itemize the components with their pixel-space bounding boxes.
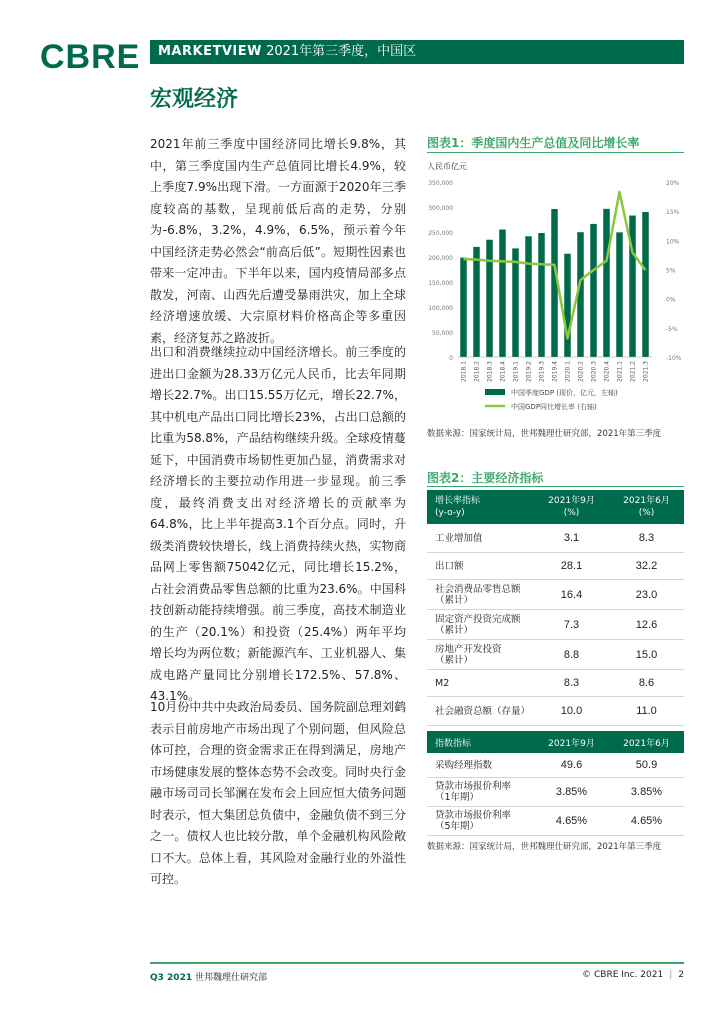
header-jun-2021: 2021年6月 <box>623 738 670 749</box>
figure1-source: 数据来源：国家统计局，世邦魏理仕研究部，2021年第三季度 <box>427 429 662 439</box>
header-indicator: 指数指标 <box>435 738 472 749</box>
row-value-jun: 11.0 <box>636 705 657 717</box>
footer-left <box>150 970 267 983</box>
footer-quarter: Q3 2021 <box>150 973 193 983</box>
row-value-jun: 4.65% <box>630 815 663 827</box>
y-right-tick-label: 0% <box>666 296 676 304</box>
table-row <box>427 524 684 553</box>
row-value-sep: 49.6 <box>560 759 583 771</box>
x-tick-label: 2018.4 <box>499 361 507 382</box>
row-value-jun: 12.6 <box>635 618 658 631</box>
row-label: 房地产开发投资 （累计） <box>435 643 502 666</box>
y-right-tick-label: -5% <box>666 325 678 333</box>
y-right-tick-label: 5% <box>666 267 676 275</box>
x-tick-label: 2018.3 <box>486 361 494 382</box>
row-value-sep: 28.1 <box>560 560 583 572</box>
row-label: 社会消费品零售总额 （累计） <box>435 583 521 606</box>
y-left-tick-label: 250,000 <box>428 230 453 237</box>
x-tick-label: 2020.3 <box>590 361 598 382</box>
gdp-bar <box>564 254 571 357</box>
row-label: 固定资产投资完成额 （累计） <box>435 613 521 636</box>
row-value-jun: 8.3 <box>638 532 655 544</box>
legend-label-gdp: 中国季度GDP (现价，亿元，左轴) <box>511 389 618 397</box>
row-label: 贷款市场报价利率 （5年期） <box>435 810 512 832</box>
y-left-tick-label: 150,000 <box>428 280 453 287</box>
x-tick-label: 2020.2 <box>577 361 585 382</box>
header-bar <box>150 40 684 64</box>
row-value-sep: 10.0 <box>560 705 583 717</box>
gdp-bar <box>603 209 610 357</box>
gdp-bar <box>525 236 532 357</box>
x-tick-label: 2019.2 <box>525 361 533 382</box>
figure2-rule <box>427 486 684 487</box>
gdp-chart <box>427 158 684 423</box>
header-sep-2021: 2021年9月 (%) <box>548 496 595 518</box>
index-indicators-table <box>427 731 684 836</box>
header-indicator: 增长率指标 (y-o-y) <box>435 496 481 518</box>
row-label: 出口额 <box>435 560 464 572</box>
row-value-sep: 3.85% <box>555 786 588 798</box>
table-row <box>427 580 684 610</box>
gdp-bar <box>512 248 519 357</box>
gdp-bar <box>486 240 493 357</box>
x-tick-label: 2020.4 <box>603 361 611 382</box>
cbre-logo: CBRE <box>40 38 141 76</box>
footer-copyright: © CBRE Inc. 2021 <box>582 970 664 980</box>
gdp-bar <box>616 232 623 357</box>
row-value-sep: 7.3 <box>563 618 580 631</box>
row-value-sep: 16.4 <box>560 588 583 601</box>
gdp-bar <box>499 230 506 358</box>
paragraph-real-estate: 10月份中共中央政治局委员、国务院副总理刘鹤表示目前房地产市场出现了个别问题，但风险总体可控，合理的资金需求正在得到满足，房地产市场健康发展的整体态势不会改变。同时央行金融市场司司长邹澜在发布会上回应恒大债务问题时表示，恒大集团总负债中，金融负债不到三分之一。债权人也比较分散，单个金融机构风险敞口不大。总体上看，其风险对金融行业的外溢性可控。 <box>150 700 406 886</box>
table-row <box>427 610 684 640</box>
footer-dept: 世邦魏理仕研究部 <box>194 973 267 983</box>
gdp-bar <box>642 212 649 357</box>
row-label: 贷款市场报价利率 （1年期） <box>435 781 512 803</box>
table1-body <box>427 524 684 726</box>
gdp-bar <box>538 233 545 357</box>
footer-rule <box>150 962 684 964</box>
y-left-tick-label: 0 <box>449 355 453 362</box>
row-value-jun: 3.85% <box>630 786 663 798</box>
gdp-bar <box>590 224 597 357</box>
table-row <box>427 697 684 726</box>
y-left-tick-label: 300,000 <box>428 205 453 212</box>
row-label: M2 <box>435 677 450 689</box>
x-tick-label: 2018.1 <box>460 361 468 382</box>
x-tick-label: 2019.1 <box>512 361 520 382</box>
paragraph-gdp: 2021年前三季度中国经济同比增长9.8%，其中，第三季度国内生产总值同比增长4.9%，较上季度7.9%出现下滑。一方面源于2020年三季度较高的基数，呈现前低后高的走势，分别为-6.8%，3.2%，4.9%，6.5%，预示着今年中国经济走势必然会“前高后低”。短期性因素也带来一定冲击。下半年以来，国内疫情局部多点散发，河南、山西先后遭受暴雨洪灾，加上全球经济增速放缓、大宗原材料价格高企等多重因素，经济复苏之路波折。 <box>150 137 406 345</box>
x-tick-label: 2020.1 <box>564 361 572 382</box>
gdp-bar <box>460 258 467 357</box>
table-row <box>427 640 684 670</box>
footer-right: © CBRE Inc. 2021 | 2 <box>582 970 684 980</box>
legend-swatch-gdp <box>485 389 505 395</box>
figure2-source: 数据来源：国家统计局，世邦魏理仕研究部，2021年第三季度 <box>427 842 662 852</box>
y-right-tick-label: -10% <box>666 355 682 362</box>
row-value-jun: 32.2 <box>635 560 658 572</box>
gdp-bar <box>473 247 480 357</box>
table-row <box>427 753 684 778</box>
table-header <box>427 490 684 524</box>
table-row <box>427 553 684 580</box>
table-row <box>427 778 684 807</box>
row-value-jun: 50.9 <box>635 759 658 771</box>
y-left-tick-label: 50,000 <box>432 330 453 337</box>
row-value-jun: 23.0 <box>635 588 658 601</box>
y-left-tick-label: 350,000 <box>428 180 453 187</box>
x-tick-label: 2021.3 <box>642 361 650 382</box>
paragraph-export-consumption: 出口和消费继续拉动中国经济增长。前三季度的进出口金额为28.33万亿元人民币，比去年同期增长22.7%。出口15.55万亿元，增长22.7%，其中机电产品出口同比增长23%，占出口总额的比重为58.8%，产品结构继续升级。全球疫情蔓延下，中国消费市场韧性更加凸显，消费需求对经济增长的主要拉动作用进一步显现。前三季度，最终消费支出对经济增长的贡献率为64.8%，比上半年提高3.1个百分点。同时，升级类消费较快增长，线上消费持续火热，实物商品网上零售额75042亿元，同比增长15.2%，占社会消费品零售总额的比重为23.6%。中国科技创新动能持续增强。前三季度，高技术制造业的生产（20.1%）和投资（25.4%）两年平均增长均为两位数；新能源汽车、工业机器人、集成电路产量同比分别增长172.5%、57.8%、43.1%。 <box>150 345 406 703</box>
x-tick-label: 2018.2 <box>473 361 481 382</box>
row-label: 工业增加值 <box>435 532 483 544</box>
figure1-rule <box>427 152 684 153</box>
figure2-title: 图表2：主要经济指标 <box>427 471 544 485</box>
y-right-tick-label: 10% <box>666 238 680 246</box>
row-label: 社会融资总额（存量） <box>435 705 531 717</box>
legend-label-growth: 中国GDP同比增长率 (右轴) <box>511 403 597 411</box>
y-left-tick-label: 200,000 <box>428 255 453 262</box>
figure1-title: 图表1：季度国内生产总值及同比增长率 <box>427 136 640 150</box>
row-value-jun: 8.6 <box>638 677 655 689</box>
row-value-sep: 8.3 <box>563 677 580 689</box>
header-jun-2021: 2021年6月 (%) <box>623 496 670 518</box>
x-tick-label: 2019.4 <box>551 361 559 382</box>
growth-indicators-table <box>427 490 684 726</box>
x-tick-label: 2021.2 <box>629 361 637 382</box>
table-row <box>427 670 684 697</box>
row-value-jun: 15.0 <box>635 648 658 661</box>
y-left-tick-label: 100,000 <box>428 305 453 312</box>
row-value-sep: 4.65% <box>555 815 588 827</box>
row-value-sep: 8.8 <box>563 648 580 661</box>
y-right-tick-label: 15% <box>666 209 680 217</box>
header-sep-2021: 2021年9月 <box>548 738 595 749</box>
table-header <box>427 731 684 753</box>
report-subtitle: 2021年第三季度，中国区 <box>266 44 417 59</box>
page-number: 2 <box>678 970 684 980</box>
marketview-label: MARKETVIEW <box>158 44 262 59</box>
x-tick-label: 2021.1 <box>616 361 624 382</box>
y-axis-left-label: 人民币亿元 <box>427 162 467 171</box>
y-right-tick-label: 20% <box>666 180 680 187</box>
section-title: 宏观经济 <box>150 87 239 112</box>
table-row <box>427 807 684 836</box>
table2-body <box>427 753 684 836</box>
row-value-sep: 3.1 <box>563 532 580 544</box>
x-tick-label: 2019.3 <box>538 361 546 382</box>
row-label: 采购经理指数 <box>435 759 493 771</box>
